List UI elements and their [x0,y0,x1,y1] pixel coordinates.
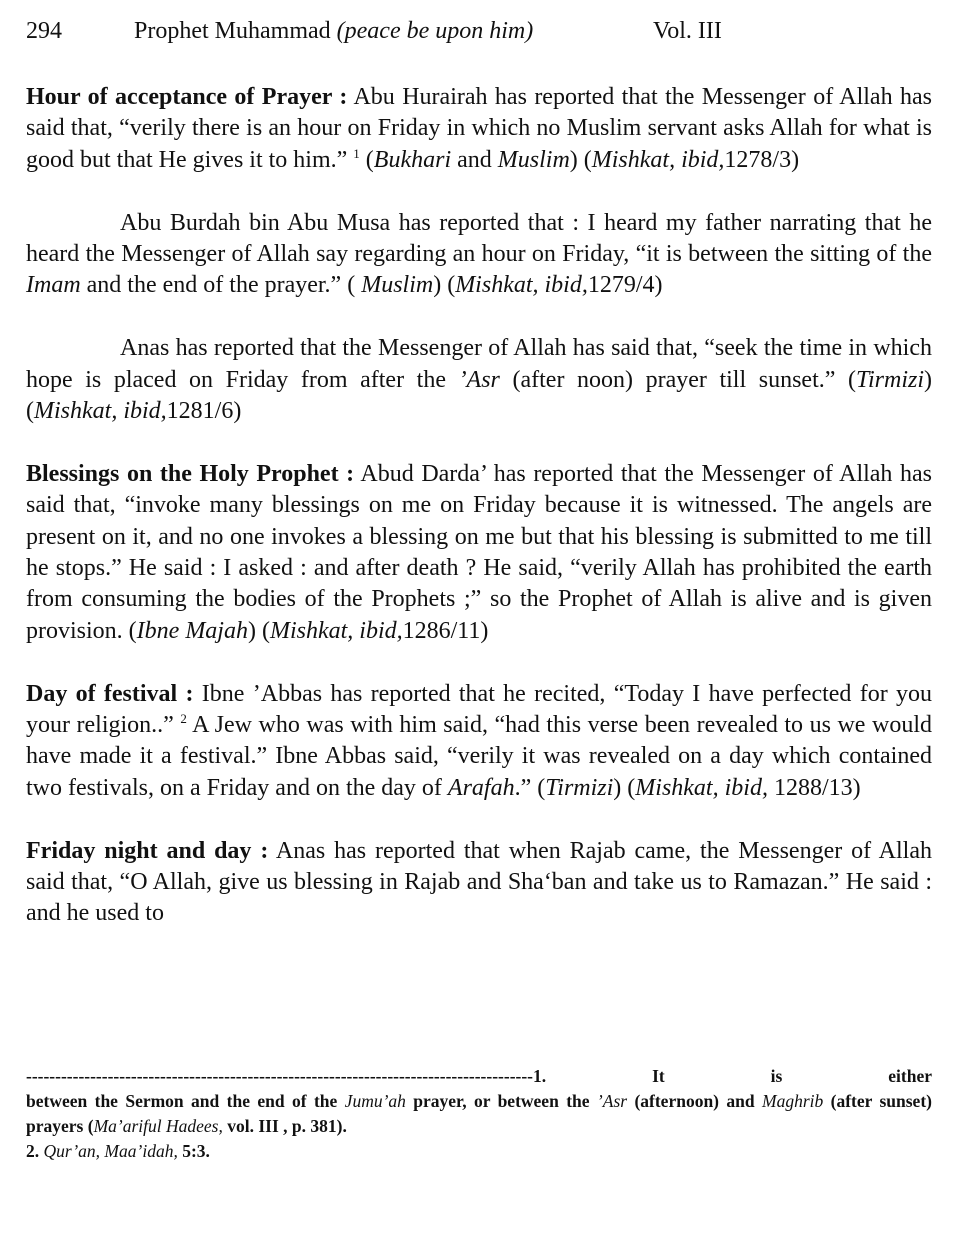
text-run: Ibne ’Abbas has reported that he recited, “Today I have perfected for you your religion..” [26,680,932,739]
text-run: ) ( [569,146,592,173]
text-run: ) ( [247,617,270,644]
text-run: Abud Darda’ has reported that the Messenger of Allah has said that, “invoke many blessings on me on Friday because it is witnessed. The angels are present on it, and no one invokes a blessing on me but that his blessing is submitted to me till he stops.” He said : I asked : and after death ? He said, “verily Allah has prohibited the earth from consuming the bodies of the Prophets ;” so the Prophet of Allah is alive and is given provision. ( [26,460,933,644]
paragraph-anas-asr [26,333,932,427]
term-italic: Imam [26,272,81,299]
paragraph-friday-night [26,836,932,930]
source-italic: Tirmizi [545,774,614,801]
text-run: 1278/3) [724,146,800,173]
term-italic: Arafah [447,774,515,801]
footnote-1-start: It is either [652,1066,932,1086]
page-header [26,18,746,52]
source-italic: Mishkat, ibid, [591,146,725,173]
footnote-2 [26,1139,932,1164]
text-run: ) ( [26,366,933,425]
text-run: and [451,146,498,173]
text-run: ) ( [613,774,636,801]
paragraph-blessings [26,459,932,647]
text-run: Abu Burdah bin Abu Musa has reported that : I heard my father narrating that he heard the Messenger of Allah say regarding an hour on Friday, “it is between the sitting of the [26,209,932,268]
text-run: (after noon) prayer till sunset.” ( [499,366,856,393]
text-run: Abu Hurairah has reported that the Messenger of Allah has said that, “verily there is an hour on Friday in which no Muslim servant asks Allah for what is good but that He gives it to him.” [26,84,932,173]
text-run: (after sunset) prayers ( [26,1091,932,1136]
source-italic: Mishkat, ibid, [635,774,768,801]
text-run: 1286/11) [402,617,489,644]
footnote-ref-1: 1 [353,145,360,161]
text-run: Anas has reported that when Rajab came, the Messenger of Allah said that, “O Allah, give us blessing in Rajab and Sha‘ban and take us to Ramazan.” He said : and he used to [26,837,932,927]
paragraph-hour-of-acceptance [26,82,932,176]
source-italic: Muslim [497,146,570,173]
book-title: Prophet Muhammad [134,18,331,44]
main-text [26,82,932,961]
footnote-ref-2: 2 [180,711,187,727]
text-run: prayer, or between the [405,1091,597,1111]
section-heading: Friday night and day : [26,837,269,864]
source-italic: Ibne Majah [136,617,248,644]
text-run: vol. III , p. 381). [222,1116,347,1136]
separator-dashes: ---------------------------------------------------------------------------------------1. [26,1066,547,1086]
text-run: between the Sermon and the end of the [26,1091,345,1111]
volume-label: Vol. III [653,18,722,44]
term-italic: ’Asr [458,366,500,393]
running-title [134,18,533,45]
term-italic: ’Asr [596,1091,628,1111]
text-run: A Jew who was with him said, “had this verse been revealed to us we would have made it a festival.” Ibne Abbas said, “verily it was revealed on a day which contained two festivals, on a Friday and on the day of [26,712,932,801]
text-run: 1281/6) [166,398,242,425]
source-italic: Mishkat, ibid, [269,617,403,644]
text-run: ( [359,146,374,173]
paragraph-day-of-festival [26,679,932,805]
section-heading: Hour of acceptance of Prayer : [26,84,348,110]
source-italic: Qur’an, Maa’idah, [43,1141,178,1161]
footnotes [26,1064,932,1164]
text-run: 1279/4) [587,272,663,299]
source-italic: Ma’ariful Hadees, [93,1116,223,1136]
text-run: (afternoon) and [627,1091,762,1111]
text-run: Anas has reported that the Messenger of Allah has said that, “seek the time in which hope is placed on Friday from after the [26,335,932,393]
section-heading: Blessings on the Holy Prophet : [26,460,355,487]
source-italic: Tirmizi [855,366,925,393]
footnote-number: 2. [26,1141,44,1161]
source-italic: Muslim [361,272,434,299]
text-run: ) ( [433,272,456,299]
footnote-1 [26,1089,932,1139]
source-italic: Bukhari [373,146,452,173]
page-number: 294 [26,18,62,44]
text-run: 1288/13) [767,774,861,801]
footnote-separator [26,1064,932,1089]
paragraph-abu-burdah [26,208,932,302]
text-run: and the end of the prayer.” ( [80,272,362,299]
term-italic: Maghrib [762,1091,824,1111]
term-italic: Jumu’ah [344,1091,406,1111]
section-heading: Day of festival : [26,680,194,707]
text-run: .” ( [514,774,546,801]
book-title-honorific: (peace be upon him) [336,18,534,44]
source-italic: Mishkat, ibid, [34,398,167,425]
text-run: 5:3. [177,1141,210,1161]
source-italic: Mishkat, ibid, [455,272,588,299]
